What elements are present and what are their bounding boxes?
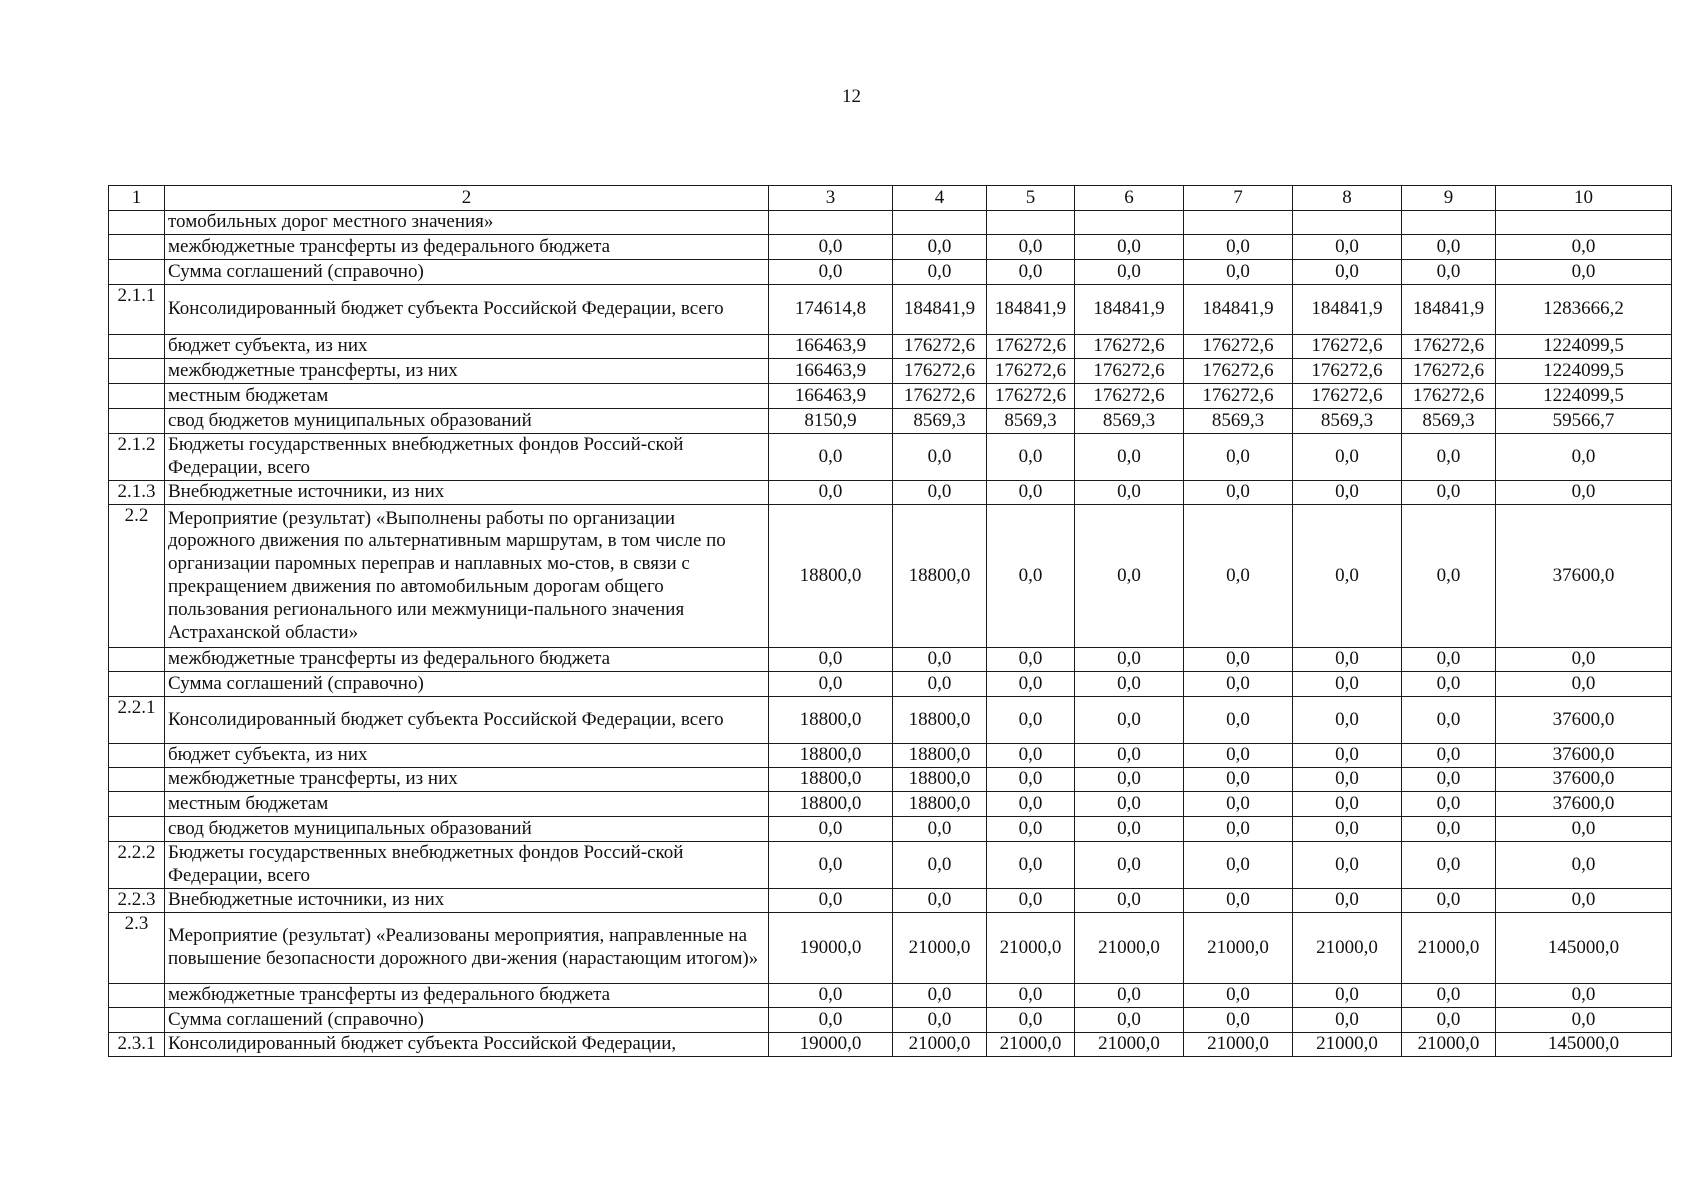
value-cell: 0,0 <box>987 842 1075 889</box>
value-cell <box>1402 211 1496 235</box>
value-cell <box>1184 211 1293 235</box>
row-name: межбюджетные трансферты из федерального бюджета <box>165 984 769 1008</box>
value-cell: 0,0 <box>1293 260 1402 285</box>
value-cell: 0,0 <box>1075 889 1184 913</box>
value-cell: 0,0 <box>893 817 987 842</box>
value-cell: 184841,9 <box>893 285 987 335</box>
row-name: свод бюджетов муниципальных образований <box>165 817 769 842</box>
value-cell: 0,0 <box>1293 505 1402 648</box>
row-name: Мероприятие (результат) «Реализованы мероприятия, направленные на повышение безопасности дорожного дви-жения (нарастающим итогом)» <box>165 913 769 984</box>
value-cell: 0,0 <box>987 481 1075 505</box>
value-cell: 18800,0 <box>893 505 987 648</box>
value-cell: 0,0 <box>1075 792 1184 817</box>
value-cell: 174614,8 <box>769 285 893 335</box>
value-cell: 0,0 <box>1402 1008 1496 1033</box>
column-number: 6 <box>1075 186 1184 211</box>
table-row <box>109 434 1672 481</box>
value-cell: 176272,6 <box>1184 359 1293 384</box>
value-cell: 0,0 <box>987 984 1075 1008</box>
value-cell <box>1293 211 1402 235</box>
value-cell: 0,0 <box>769 648 893 672</box>
value-cell: 0,0 <box>1075 672 1184 697</box>
value-cell: 21000,0 <box>1184 913 1293 984</box>
table-row <box>109 359 1672 384</box>
value-cell: 0,0 <box>1184 648 1293 672</box>
row-number <box>109 409 165 434</box>
value-cell: 0,0 <box>1402 235 1496 260</box>
value-cell: 0,0 <box>769 889 893 913</box>
value-cell: 0,0 <box>987 672 1075 697</box>
value-cell: 176272,6 <box>987 335 1075 359</box>
value-cell: 0,0 <box>1402 817 1496 842</box>
column-number-row <box>109 186 1672 211</box>
value-cell: 176272,6 <box>1184 384 1293 409</box>
value-cell: 0,0 <box>1402 768 1496 792</box>
value-cell: 0,0 <box>1075 260 1184 285</box>
value-cell: 0,0 <box>1184 768 1293 792</box>
value-cell: 18800,0 <box>893 768 987 792</box>
value-cell: 0,0 <box>1293 1008 1402 1033</box>
row-name: межбюджетные трансферты, из них <box>165 768 769 792</box>
value-cell: 21000,0 <box>1184 1033 1293 1057</box>
value-cell: 0,0 <box>1075 481 1184 505</box>
table-row <box>109 817 1672 842</box>
value-cell: 0,0 <box>1402 260 1496 285</box>
value-cell: 18800,0 <box>893 697 987 744</box>
row-name: Мероприятие (результат) «Выполнены работы по организации дорожного движения по альтернативным маршрутам, в том числе по организации паромных переправ и наплавных мо-стов, в связи с прекращением движения по автомобильным дорогам общего пользования регионального или межмуници-пального значения Астраханской области» <box>165 505 769 648</box>
value-cell: 21000,0 <box>987 1033 1075 1057</box>
row-name: Бюджеты государственных внебюджетных фондов Россий-ской Федерации, всего <box>165 842 769 889</box>
value-cell: 18800,0 <box>769 792 893 817</box>
value-cell: 0,0 <box>1075 744 1184 768</box>
value-cell: 176272,6 <box>1402 335 1496 359</box>
value-cell: 184841,9 <box>1402 285 1496 335</box>
value-cell: 0,0 <box>1402 984 1496 1008</box>
value-cell: 0,0 <box>1075 984 1184 1008</box>
value-cell: 21000,0 <box>893 913 987 984</box>
row-number <box>109 384 165 409</box>
column-number: 10 <box>1496 186 1672 211</box>
row-number: 2.1.2 <box>109 434 165 481</box>
value-cell: 0,0 <box>1293 842 1402 889</box>
value-cell: 0,0 <box>1402 434 1496 481</box>
value-cell: 37600,0 <box>1496 792 1672 817</box>
row-number: 2.2.3 <box>109 889 165 913</box>
value-cell: 0,0 <box>1496 672 1672 697</box>
table-row <box>109 672 1672 697</box>
value-cell: 0,0 <box>1293 672 1402 697</box>
value-cell: 1224099,5 <box>1496 359 1672 384</box>
value-cell: 0,0 <box>987 768 1075 792</box>
value-cell: 0,0 <box>987 1008 1075 1033</box>
value-cell: 21000,0 <box>1075 1033 1184 1057</box>
value-cell: 8569,3 <box>1184 409 1293 434</box>
row-number <box>109 768 165 792</box>
value-cell: 0,0 <box>893 260 987 285</box>
row-name: Бюджеты государственных внебюджетных фондов Россий-ской Федерации, всего <box>165 434 769 481</box>
value-cell: 0,0 <box>769 842 893 889</box>
value-cell: 0,0 <box>1184 1008 1293 1033</box>
value-cell: 0,0 <box>1075 817 1184 842</box>
value-cell: 0,0 <box>769 817 893 842</box>
value-cell: 145000,0 <box>1496 1033 1672 1057</box>
value-cell: 0,0 <box>1075 434 1184 481</box>
row-number: 2.2.2 <box>109 842 165 889</box>
row-number: 2.3 <box>109 913 165 984</box>
value-cell: 0,0 <box>1293 481 1402 505</box>
value-cell: 176272,6 <box>893 384 987 409</box>
value-cell: 0,0 <box>987 235 1075 260</box>
value-cell: 0,0 <box>1075 505 1184 648</box>
value-cell: 0,0 <box>1293 817 1402 842</box>
row-number <box>109 260 165 285</box>
value-cell: 0,0 <box>987 697 1075 744</box>
page-number: 12 <box>842 86 861 107</box>
table-row <box>109 260 1672 285</box>
row-name: Консолидированный бюджет субъекта Российской Федерации, всего <box>165 697 769 744</box>
value-cell: 0,0 <box>1184 697 1293 744</box>
value-cell: 59566,7 <box>1496 409 1672 434</box>
column-number: 3 <box>769 186 893 211</box>
value-cell: 0,0 <box>1184 744 1293 768</box>
value-cell: 176272,6 <box>987 359 1075 384</box>
value-cell: 0,0 <box>987 792 1075 817</box>
value-cell: 0,0 <box>1293 984 1402 1008</box>
value-cell: 21000,0 <box>893 1033 987 1057</box>
value-cell: 21000,0 <box>1075 913 1184 984</box>
table-body <box>109 211 1672 1057</box>
value-cell: 0,0 <box>1293 697 1402 744</box>
value-cell: 0,0 <box>1184 235 1293 260</box>
value-cell: 0,0 <box>769 260 893 285</box>
value-cell: 21000,0 <box>1402 1033 1496 1057</box>
value-cell: 18800,0 <box>769 768 893 792</box>
table-row <box>109 648 1672 672</box>
value-cell: 176272,6 <box>1075 359 1184 384</box>
value-cell <box>1075 211 1184 235</box>
value-cell: 176272,6 <box>1293 384 1402 409</box>
row-number <box>109 359 165 384</box>
value-cell: 0,0 <box>893 481 987 505</box>
row-number <box>109 744 165 768</box>
column-number: 8 <box>1293 186 1402 211</box>
value-cell: 0,0 <box>1496 481 1672 505</box>
value-cell: 18800,0 <box>893 744 987 768</box>
value-cell <box>893 211 987 235</box>
value-cell: 176272,6 <box>1075 335 1184 359</box>
value-cell: 0,0 <box>987 648 1075 672</box>
value-cell: 166463,9 <box>769 335 893 359</box>
value-cell: 0,0 <box>1075 1008 1184 1033</box>
value-cell: 0,0 <box>1496 984 1672 1008</box>
value-cell: 176272,6 <box>1293 335 1402 359</box>
value-cell: 0,0 <box>893 672 987 697</box>
value-cell: 0,0 <box>1402 792 1496 817</box>
row-number <box>109 1008 165 1033</box>
table-row <box>109 697 1672 744</box>
value-cell: 0,0 <box>1184 984 1293 1008</box>
row-number: 2.2.1 <box>109 697 165 744</box>
value-cell: 1224099,5 <box>1496 384 1672 409</box>
value-cell: 1283666,2 <box>1496 285 1672 335</box>
value-cell: 176272,6 <box>987 384 1075 409</box>
value-cell: 0,0 <box>1402 672 1496 697</box>
table-row <box>109 285 1672 335</box>
value-cell: 0,0 <box>987 889 1075 913</box>
value-cell: 0,0 <box>769 481 893 505</box>
value-cell: 0,0 <box>893 984 987 1008</box>
value-cell: 19000,0 <box>769 1033 893 1057</box>
row-name: местным бюджетам <box>165 792 769 817</box>
row-number: 2.1.1 <box>109 285 165 335</box>
value-cell: 37600,0 <box>1496 744 1672 768</box>
value-cell: 0,0 <box>987 434 1075 481</box>
table-row <box>109 792 1672 817</box>
value-cell: 0,0 <box>893 842 987 889</box>
value-cell: 8569,3 <box>1075 409 1184 434</box>
value-cell: 21000,0 <box>987 913 1075 984</box>
value-cell: 0,0 <box>769 1008 893 1033</box>
value-cell: 176272,6 <box>1402 359 1496 384</box>
value-cell: 19000,0 <box>769 913 893 984</box>
value-cell: 0,0 <box>1293 648 1402 672</box>
row-name: межбюджетные трансферты, из них <box>165 359 769 384</box>
value-cell: 0,0 <box>1402 648 1496 672</box>
value-cell: 0,0 <box>1184 817 1293 842</box>
value-cell: 0,0 <box>1402 697 1496 744</box>
value-cell: 0,0 <box>1496 817 1672 842</box>
value-cell: 0,0 <box>1184 434 1293 481</box>
row-number <box>109 211 165 235</box>
value-cell: 0,0 <box>987 817 1075 842</box>
value-cell: 176272,6 <box>893 335 987 359</box>
value-cell <box>769 211 893 235</box>
table-row <box>109 505 1672 648</box>
value-cell: 0,0 <box>1496 889 1672 913</box>
table-row <box>109 768 1672 792</box>
value-cell: 0,0 <box>1075 842 1184 889</box>
column-number: 9 <box>1402 186 1496 211</box>
row-name: Сумма соглашений (справочно) <box>165 1008 769 1033</box>
column-number: 2 <box>165 186 769 211</box>
row-number <box>109 817 165 842</box>
table-row <box>109 1033 1672 1057</box>
value-cell: 0,0 <box>1293 235 1402 260</box>
value-cell: 0,0 <box>987 260 1075 285</box>
value-cell: 8150,9 <box>769 409 893 434</box>
value-cell: 0,0 <box>1496 1008 1672 1033</box>
value-cell: 0,0 <box>769 672 893 697</box>
row-number <box>109 672 165 697</box>
value-cell: 37600,0 <box>1496 697 1672 744</box>
table-row <box>109 211 1672 235</box>
table-row <box>109 913 1672 984</box>
value-cell: 21000,0 <box>1402 913 1496 984</box>
value-cell: 18800,0 <box>893 792 987 817</box>
value-cell: 0,0 <box>1184 842 1293 889</box>
value-cell: 0,0 <box>1293 434 1402 481</box>
row-name: Внебюджетные источники, из них <box>165 481 769 505</box>
table-row <box>109 481 1672 505</box>
value-cell: 0,0 <box>1184 481 1293 505</box>
row-number <box>109 984 165 1008</box>
row-number: 2.3.1 <box>109 1033 165 1057</box>
value-cell: 166463,9 <box>769 359 893 384</box>
value-cell: 0,0 <box>1402 505 1496 648</box>
row-number <box>109 648 165 672</box>
value-cell: 18800,0 <box>769 744 893 768</box>
value-cell: 0,0 <box>1184 889 1293 913</box>
table-row <box>109 889 1672 913</box>
value-cell: 0,0 <box>987 744 1075 768</box>
row-name: местным бюджетам <box>165 384 769 409</box>
value-cell: 0,0 <box>769 235 893 260</box>
value-cell: 0,0 <box>893 1008 987 1033</box>
value-cell: 0,0 <box>1402 842 1496 889</box>
value-cell: 8569,3 <box>893 409 987 434</box>
row-name: бюджет субъекта, из них <box>165 744 769 768</box>
row-name: свод бюджетов муниципальных образований <box>165 409 769 434</box>
column-number: 4 <box>893 186 987 211</box>
value-cell: 0,0 <box>1184 792 1293 817</box>
row-name: томобильных дорог местного значения» <box>165 211 769 235</box>
value-cell: 0,0 <box>1075 768 1184 792</box>
table-row <box>109 744 1672 768</box>
row-name: бюджет субъекта, из них <box>165 335 769 359</box>
value-cell: 8569,3 <box>1293 409 1402 434</box>
value-cell: 0,0 <box>1184 260 1293 285</box>
budget-table <box>108 185 1672 1057</box>
row-number <box>109 792 165 817</box>
value-cell: 8569,3 <box>1402 409 1496 434</box>
row-name: Консолидированный бюджет субъекта Российской Федерации, <box>165 1033 769 1057</box>
value-cell: 21000,0 <box>1293 1033 1402 1057</box>
row-name: Сумма соглашений (справочно) <box>165 672 769 697</box>
column-number: 7 <box>1184 186 1293 211</box>
value-cell: 176272,6 <box>1402 384 1496 409</box>
value-cell: 184841,9 <box>987 285 1075 335</box>
value-cell: 0,0 <box>1293 768 1402 792</box>
value-cell: 0,0 <box>769 434 893 481</box>
value-cell: 0,0 <box>1293 744 1402 768</box>
value-cell: 0,0 <box>1496 260 1672 285</box>
table-row <box>109 984 1672 1008</box>
row-name: Сумма соглашений (справочно) <box>165 260 769 285</box>
value-cell: 37600,0 <box>1496 768 1672 792</box>
value-cell: 8569,3 <box>987 409 1075 434</box>
row-name: межбюджетные трансферты из федерального бюджета <box>165 235 769 260</box>
value-cell: 0,0 <box>769 984 893 1008</box>
value-cell: 176272,6 <box>893 359 987 384</box>
value-cell: 0,0 <box>1184 672 1293 697</box>
value-cell: 0,0 <box>893 648 987 672</box>
row-number: 2.2 <box>109 505 165 648</box>
table-row <box>109 409 1672 434</box>
value-cell: 184841,9 <box>1075 285 1184 335</box>
value-cell <box>987 211 1075 235</box>
value-cell: 0,0 <box>893 235 987 260</box>
value-cell: 0,0 <box>1402 481 1496 505</box>
value-cell: 0,0 <box>987 505 1075 648</box>
value-cell: 0,0 <box>1496 434 1672 481</box>
value-cell: 0,0 <box>1293 792 1402 817</box>
table-row <box>109 1008 1672 1033</box>
value-cell: 21000,0 <box>1293 913 1402 984</box>
column-number: 5 <box>987 186 1075 211</box>
value-cell: 184841,9 <box>1184 285 1293 335</box>
table-row <box>109 384 1672 409</box>
value-cell: 0,0 <box>1293 889 1402 913</box>
value-cell <box>1496 211 1672 235</box>
column-number: 1 <box>109 186 165 211</box>
value-cell: 0,0 <box>1184 505 1293 648</box>
value-cell: 166463,9 <box>769 384 893 409</box>
value-cell: 0,0 <box>1496 235 1672 260</box>
row-name: Внебюджетные источники, из них <box>165 889 769 913</box>
value-cell: 37600,0 <box>1496 505 1672 648</box>
value-cell: 145000,0 <box>1496 913 1672 984</box>
table-row <box>109 235 1672 260</box>
row-number <box>109 235 165 260</box>
row-number <box>109 335 165 359</box>
table-row <box>109 335 1672 359</box>
value-cell: 0,0 <box>893 889 987 913</box>
value-cell: 0,0 <box>1496 648 1672 672</box>
value-cell: 0,0 <box>1075 648 1184 672</box>
value-cell: 0,0 <box>1075 235 1184 260</box>
row-number: 2.1.3 <box>109 481 165 505</box>
value-cell: 176272,6 <box>1184 335 1293 359</box>
value-cell: 0,0 <box>1496 842 1672 889</box>
table-row <box>109 842 1672 889</box>
value-cell: 184841,9 <box>1293 285 1402 335</box>
value-cell: 176272,6 <box>1075 384 1184 409</box>
row-name: межбюджетные трансферты из федерального бюджета <box>165 648 769 672</box>
value-cell: 0,0 <box>1075 697 1184 744</box>
value-cell: 0,0 <box>1402 744 1496 768</box>
value-cell: 0,0 <box>893 434 987 481</box>
value-cell: 0,0 <box>1402 889 1496 913</box>
value-cell: 1224099,5 <box>1496 335 1672 359</box>
row-name: Консолидированный бюджет субъекта Российской Федерации, всего <box>165 285 769 335</box>
value-cell: 18800,0 <box>769 505 893 648</box>
value-cell: 176272,6 <box>1293 359 1402 384</box>
value-cell: 18800,0 <box>769 697 893 744</box>
